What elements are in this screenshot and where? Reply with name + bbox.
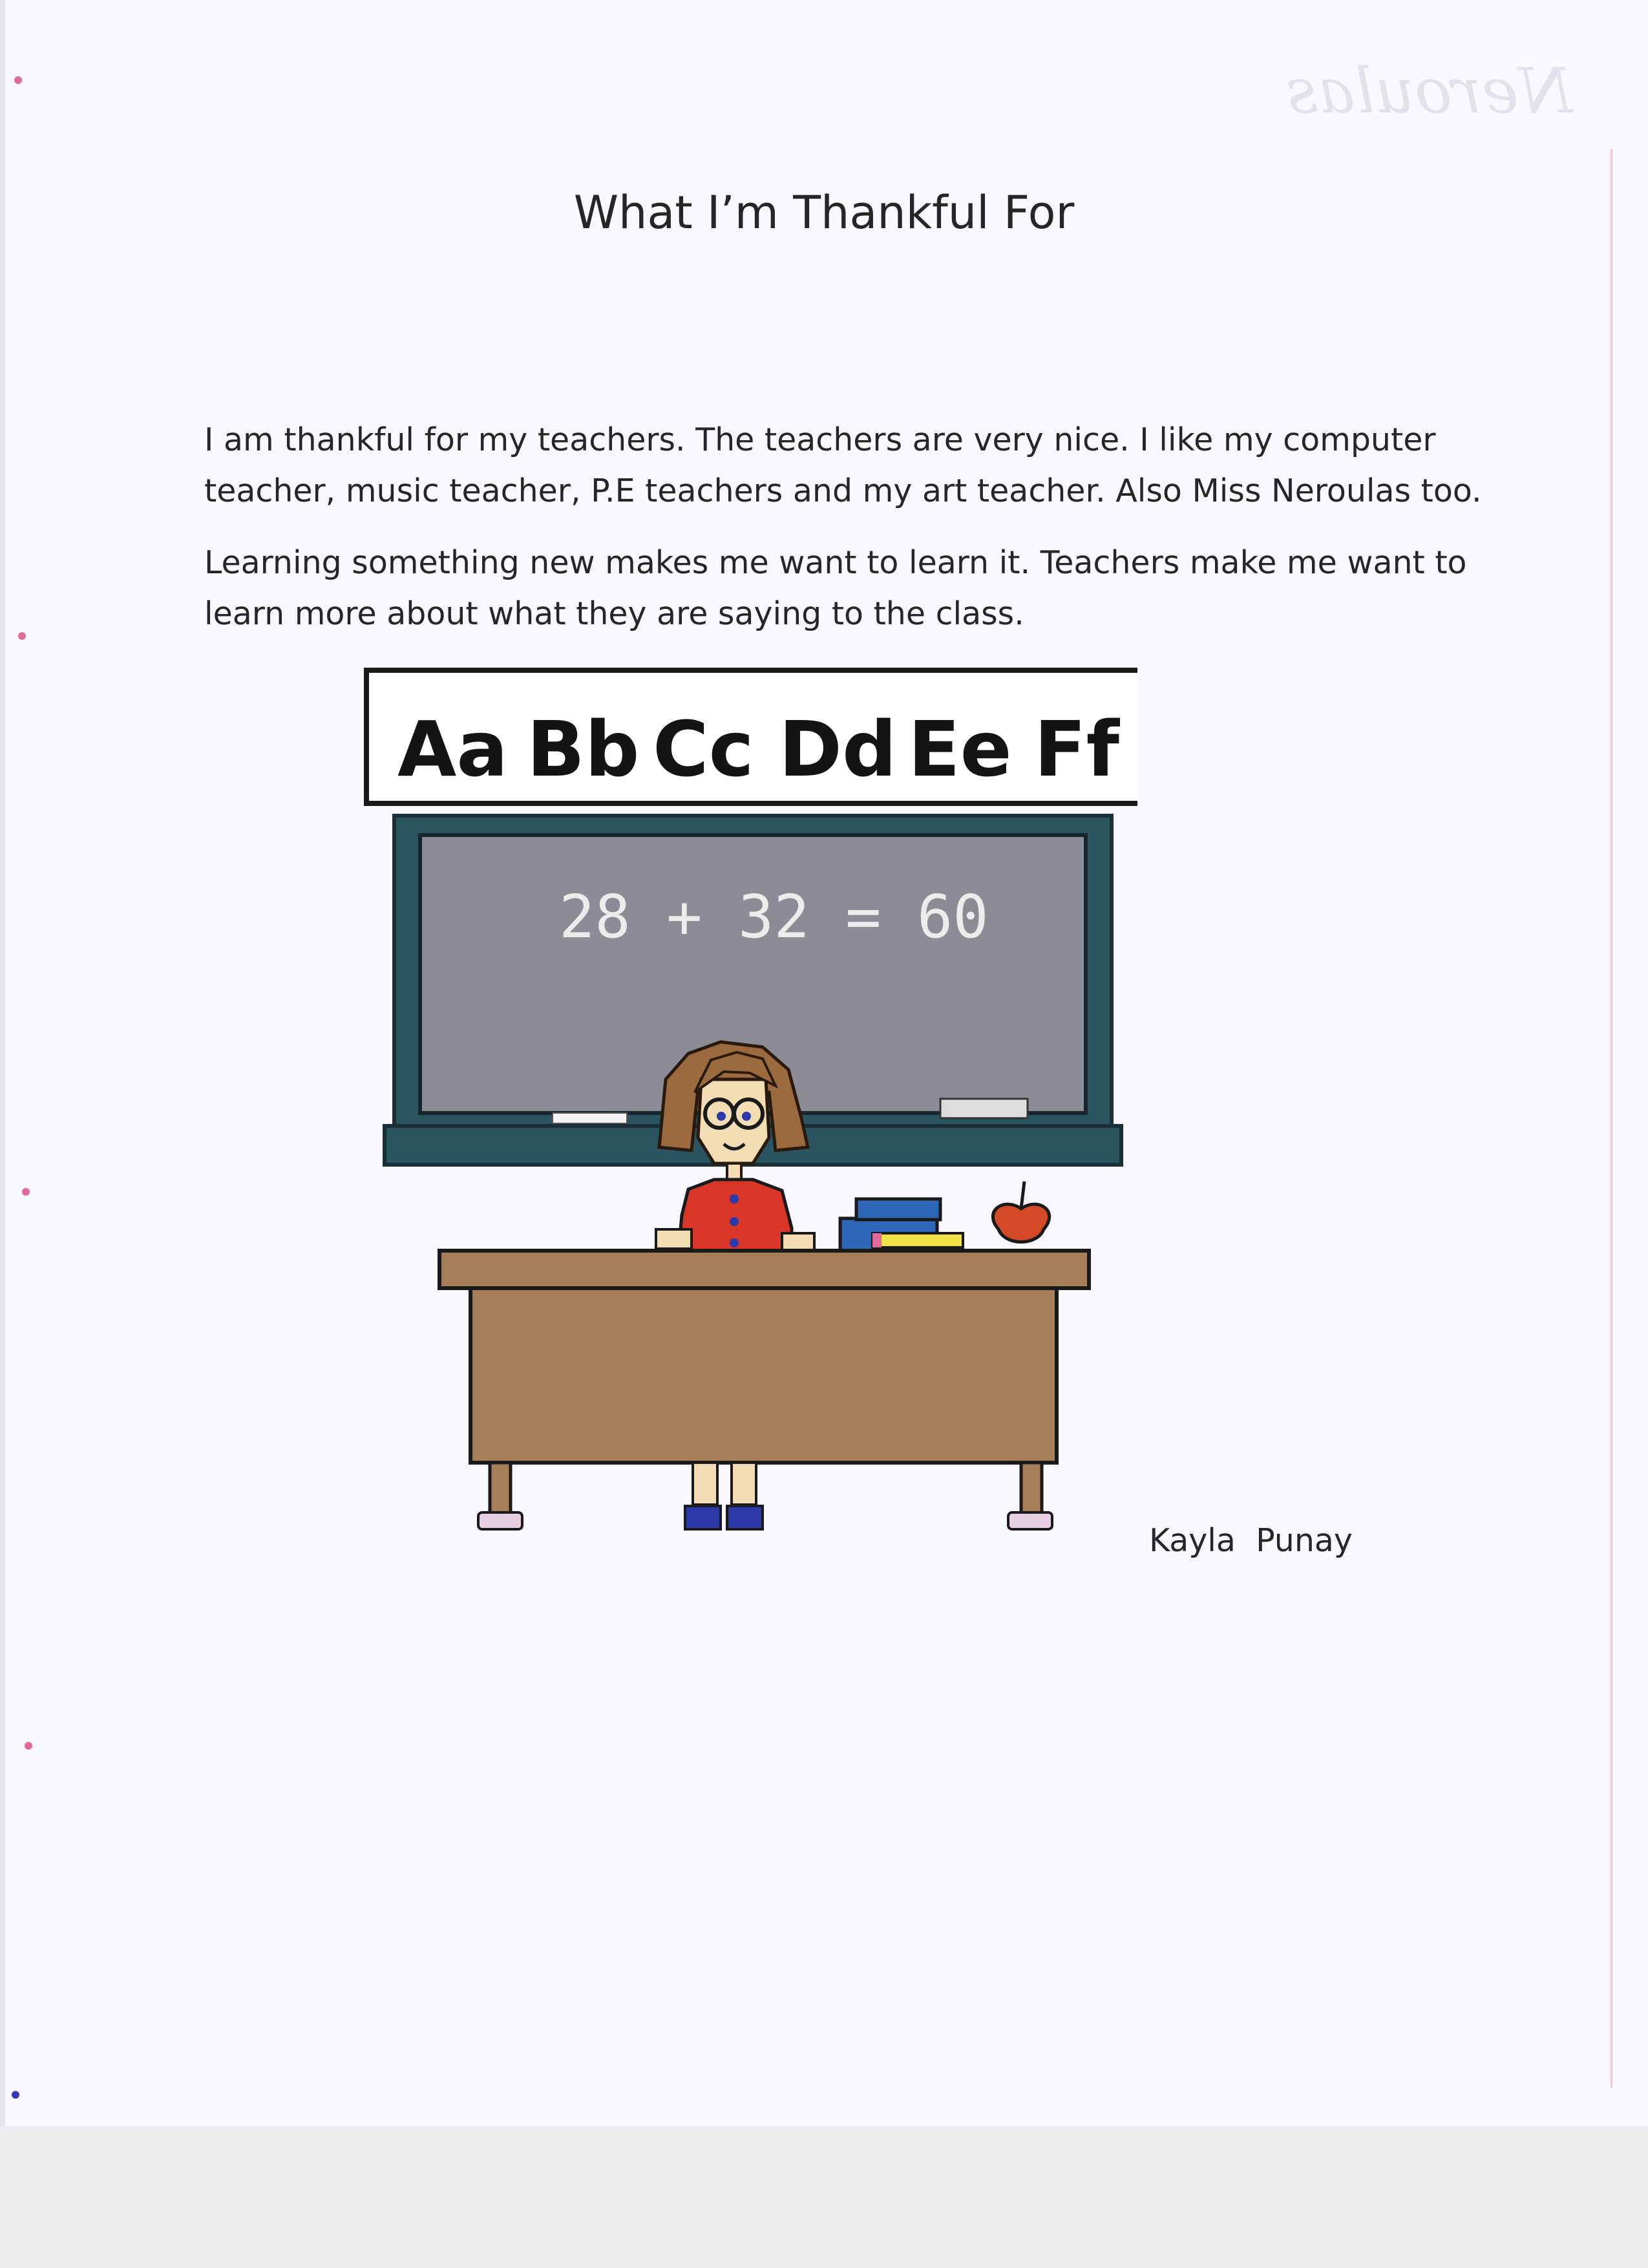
teacher-clipart <box>362 666 1137 1564</box>
alphabet-banner <box>366 670 1137 803</box>
page-speck <box>12 2091 19 2099</box>
apple <box>993 1182 1049 1242</box>
page-edge-shadow <box>0 0 5 2126</box>
page-speck <box>14 76 22 84</box>
alphabet-letter: Cc <box>653 705 754 794</box>
chalkboard-equation: 28 + 32 = 60 <box>559 882 989 951</box>
alphabet-letter: Dd <box>779 705 897 794</box>
scanner-bed <box>0 2126 1648 2268</box>
teacher-desk <box>439 1251 1089 1529</box>
chalk-piece <box>553 1113 627 1123</box>
page-speck <box>18 632 26 640</box>
alphabet-letter: Ff <box>1034 705 1119 794</box>
author-name: Kayla Punay <box>1149 1522 1353 1559</box>
page-speck <box>22 1188 30 1196</box>
paragraph-thankful: I am thankful for my teachers. The teachers are very nice. I like my computer teacher, music teacher, P.E teachers and my art teacher. Also Miss Neroulas too. <box>204 421 1482 509</box>
eraser <box>940 1099 1028 1118</box>
teacher-figure <box>656 1042 814 1251</box>
alphabet-letter: Bb <box>527 705 640 794</box>
alphabet-letter: Aa <box>397 705 508 794</box>
bleed-through-handwriting: Neroulas <box>1286 55 1573 127</box>
margin-line <box>1611 149 1612 2088</box>
page-title: What I’m Thankful For <box>573 186 1075 239</box>
page-speck <box>25 1742 32 1750</box>
book-stack <box>840 1199 963 1251</box>
alphabet-letter: Ee <box>908 705 1012 794</box>
paragraph-learning: Learning something new makes me want to learn it. Teachers make me want to learn more about what they are saying to the class. <box>204 544 1467 632</box>
